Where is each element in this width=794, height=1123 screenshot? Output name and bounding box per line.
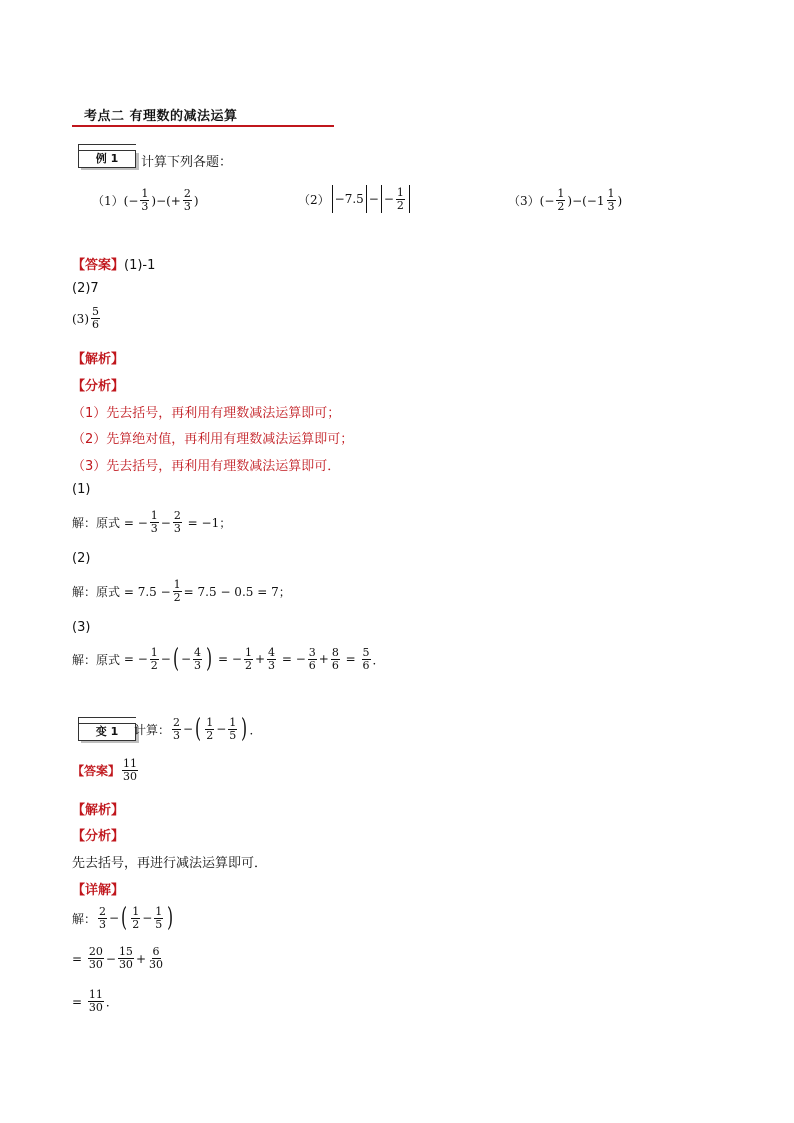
- part-3-label: (3): [72, 620, 91, 635]
- variant-problem: 计算： $\frac{2}{3}$ − ( $\frac{1}{2}$ − $\frac{1}{5}$ ) ．: [134, 714, 262, 744]
- variant-tag-label: 变 1: [78, 723, 136, 741]
- solution-1: 解：原式 = − $\frac{1}{3}$ − $\frac{2}{3}$ = −1；: [72, 509, 232, 535]
- analysis-1: （1）先去括号，再利用有理数减法运算即可；: [72, 406, 341, 421]
- variant-tag: [78, 723, 138, 741]
- answer-line-2: (2)7: [72, 281, 99, 296]
- part-2-label: (2): [72, 551, 91, 566]
- heading-underline: [72, 125, 334, 127]
- variant-answer: 【答案】 $\frac{11}{30}$: [72, 757, 138, 783]
- example-tag: [78, 150, 138, 168]
- variant-fenxi-label: 【分析】: [72, 829, 125, 844]
- problem-3: （3） (− $\frac{1}{2}$ )−(−1 $\frac{1}{3}$ ): [508, 187, 623, 213]
- variant-jiexi-label: 【解析】: [72, 803, 125, 818]
- fenxi-label: 【分析】: [72, 379, 125, 394]
- variant-solution-line-3: = $\frac{11}{30}$ ．: [72, 988, 118, 1014]
- jiexi-label: 【解析】: [72, 352, 125, 367]
- analysis-3: （3）先去括号，再利用有理数减法运算即可．: [72, 459, 341, 474]
- answer-line-3: (3) $\frac{5}{6}$: [72, 305, 99, 331]
- solution-2: 解：原式 = 7.5 − $\frac{1}{2}$ = 7.5 − 0.5 = 7；: [72, 578, 291, 604]
- variant-solution-line-2: = $\frac{20}{30}$ − $\frac{15}{30}$ + $\frac{6}{30}$: [72, 945, 163, 971]
- problem-1: （1） (− $\frac{1}{3}$ )−(+ $\frac{2}{3}$ ): [92, 187, 199, 213]
- solution-3: 解：原式 = − $\frac{1}{2}$ − ( − $\frac{4}{3}$ ) = − $\frac{1}{2}$ + $\frac{4}{3}$ = − $\frac{3}{6}$ + $\frac{8}{6}$ = $\frac{5}{6}$ ．: [72, 644, 385, 674]
- variant-analysis: 先去括号，再进行减法运算即可．: [72, 856, 268, 871]
- analysis-2: （2）先算绝对值，再利用有理数减法运算即可；: [72, 432, 354, 447]
- example-prompt: 计算下列各题：: [141, 155, 233, 170]
- example-tag-label: 例 1: [78, 150, 136, 168]
- section-heading: 考点二 有理数的减法运算: [84, 109, 238, 124]
- variant-solution-line-1: 解： $\frac{2}{3}$ − ( $\frac{1}{2}$ − $\frac{1}{5}$ ): [72, 903, 174, 933]
- variant-xiangjie-label: 【详解】: [72, 883, 125, 898]
- answer-line-1: 【答案】(1)-1: [72, 258, 156, 273]
- part-1-label: (1): [72, 482, 91, 497]
- problem-2: （2） −7.5 − − $\frac{1}{2}$: [298, 185, 412, 213]
